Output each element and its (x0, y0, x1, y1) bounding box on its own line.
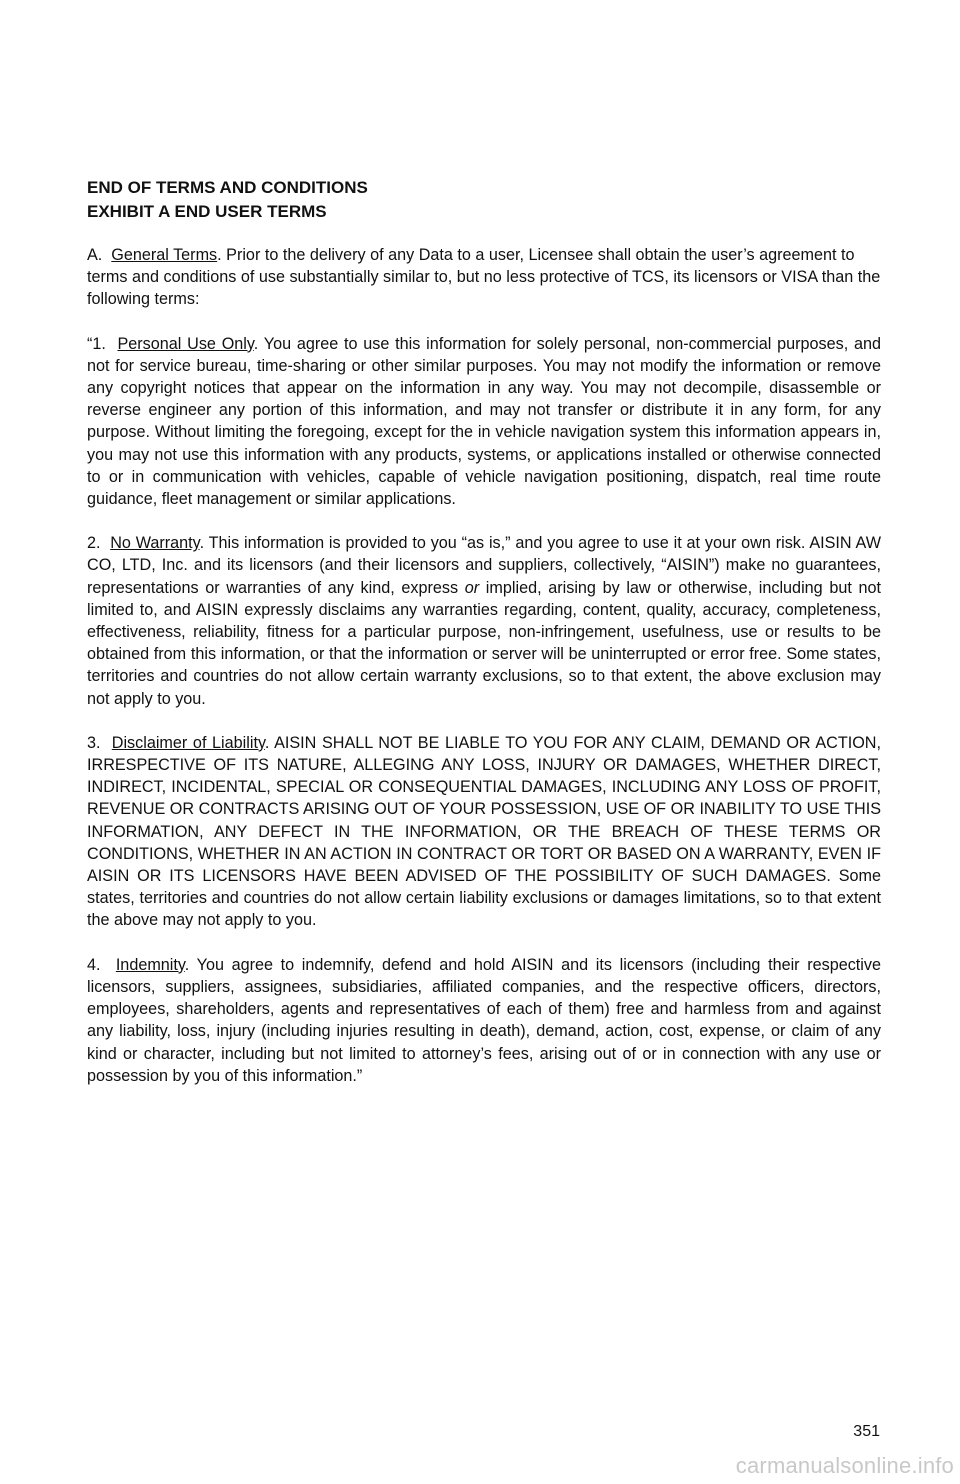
item-3-text: . AISIN SHALL NOT BE LIABLE TO YOU FOR ANY CLAIM, DEMAND OR ACTION, IRRESPECTIVE OF ITS NATURE, ALLEGING ANY LOSS, INJURY OR DAMAGES, WHETHER DIRECT, INDIRECT, INCIDENTAL, SPECIAL OR CONSEQUENTIAL DAMAGES, INCLUDING ANY LOSS OF PROFIT, REVENUE OR CONTRACTS ARISING OUT OF YOUR POSSESSION, USE OF OR INABILITY TO USE THIS INFORMATION, ANY DEFECT IN THE INFORMATION, OR THE BREACH OF THESE TERMS OR CONDITIONS, WHETHER IN AN ACTION IN CONTRACT OR TORT OR BASED ON A WARRANTY, EVEN IF AISIN OR ITS LICENSORS HAVE BEEN ADVISED OF THE POSSIBILITY OF SUCH DAMAGES. Some states, territories and countries do not allow certain liability exclusions or damages limitations, so to that extent the above may not apply to you. (87, 733, 881, 930)
watermark-text: carmanualsonline.info (735, 1453, 954, 1478)
page-number: 351 (853, 1423, 880, 1440)
heading-exhibit-a: EXHIBIT A END USER TERMS (87, 202, 327, 221)
heading-end-of-terms: END OF TERMS AND CONDITIONS (87, 178, 368, 197)
item-4-text: . You agree to indemnify, defend and hold AISIN and its licensors (including their respective licensors, suppliers, assignees, subsidiaries, affiliated companies, and the respective officers, directors, employees, shareholders, agents and representatives of each of them) free and harmless from and against any liability, loss, injury (including injuries resulting in death), demand, action, cost, expense, or claim of any kind or character, including but not limited to attorney’s fees, arising out of or in connection with any use or possession by you of this information.” (87, 955, 881, 1085)
item-3-disclaimer-of-liability (87, 732, 881, 932)
item-4-prefix: 4. (87, 955, 101, 974)
document-body (87, 176, 881, 1087)
item-2-text-after: implied, arising by law or otherwise, including but not limited to, and AISIN expressly disclaims any warranties regarding, content, quality, accuracy, completeness, effectiveness, reliability, fitness for a particular purpose, non-infringement, usefulness, use or results to be obtained from this information, or that the information or server will be uninterrupted or error free. Some states, territories and countries do not allow certain warranty exclusions, so to that extent, the above exclusion may not apply to you. (87, 578, 881, 708)
item-1-title: Personal Use Only (117, 334, 254, 353)
section-a-prefix: A. (87, 246, 103, 264)
section-a-text: . Prior to the delivery of any Data to a user, Licensee shall obtain the user’s agreement to terms and conditions of use substantially similar to, but no less protective of TCS, its licensors or VISA than the following terms: (87, 246, 881, 309)
section-a-general-terms (87, 244, 881, 311)
item-2-or-word: or (464, 578, 480, 597)
item-2-prefix: 2. (87, 534, 101, 553)
item-1-personal-use-only (87, 333, 881, 511)
item-1-text: . You agree to use this information for solely personal, non-commercial purposes, and not for service bureau, time-sharing or other similar purposes. You may not modify the information or remove any copyright notices that appear on the information in any way. You may not decompile, disassemble or reverse engineer any portion of this information, and may not transfer or distribute it in any form, for any purpose. Without limiting the foregoing, except for the in vehicle navigation system this information appears in, you may not use this information with any products, systems, or applications installed or otherwise connected to or in communication with vehicles, capable of vehicle navigation positioning, dispatch, real time route guidance, fleet management or similar applications. (87, 334, 881, 509)
item-4-title: Indemnity (115, 955, 185, 974)
section-a-title: General Terms (111, 246, 218, 264)
item-3-prefix: 3. (87, 733, 101, 752)
item-1-prefix: “1. (87, 334, 106, 353)
item-2-text-before: . This information is provided to you “as is,” and you agree to use it at your own risk. AISIN AW CO, LTD, Inc. and its licensors (and their licensors and suppliers, collectively, “AISIN”) make no guarantees, representations or warranties of any kind, express (87, 534, 882, 597)
item-4-indemnity (87, 954, 881, 1087)
item-2-no-warranty (87, 532, 881, 710)
item-2-title: No Warranty (110, 534, 200, 553)
item-3-title: Disclaimer of Liability (111, 733, 265, 752)
